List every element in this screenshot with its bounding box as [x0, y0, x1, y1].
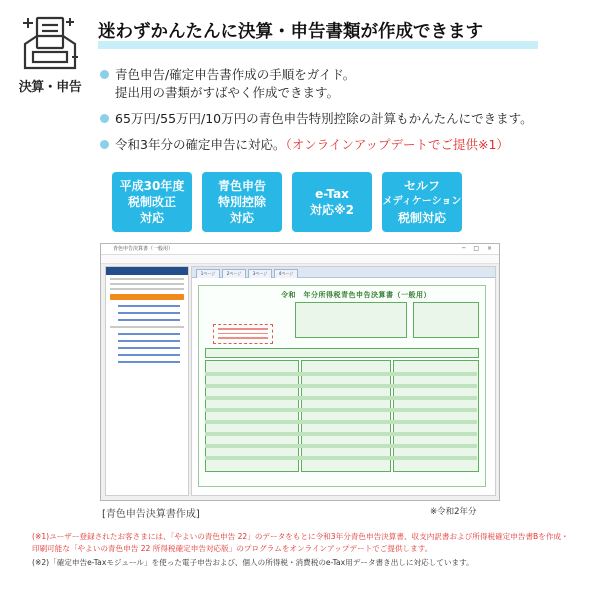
badge-etax: [292, 172, 372, 232]
footnotes: [32, 531, 572, 571]
page-title: 迷わずかんたんに決算・申告書類が作成できます: [98, 22, 483, 42]
window-title: 青色申告決算書（一般用）: [113, 246, 174, 252]
bullet-text: 令和3年分の確定申告に対応。: [115, 137, 286, 152]
badge-line: 税制対応: [397, 211, 446, 225]
screenshot-note: ※令和2年分: [430, 507, 477, 517]
badge-line: 対応: [139, 211, 164, 225]
badge-blue-return: [202, 172, 282, 232]
window-controls-icon: ─ □ ×: [461, 245, 495, 252]
screenshot-caption: [青色申告決算書作成]: [102, 509, 200, 520]
window-titlebar: [101, 244, 499, 255]
form-note-box: [213, 324, 273, 344]
form-address-box: [295, 302, 407, 338]
badge-line: 税制改正: [127, 195, 176, 209]
badge-line: e-Tax: [315, 187, 349, 201]
badge-line: 対応※2: [309, 203, 355, 217]
form-pane: [191, 266, 496, 496]
bullet-dot-icon: [100, 140, 109, 149]
guide-pane-header: [106, 267, 188, 275]
bullet-text: 青色申告/確定申告書作成の手順をガイド。: [115, 67, 356, 82]
footnote-1: (※1)ユーザー登録されたお客さまには、「やよいの青色申告 22」のデータをもとに令和3年分青色申告決算書、収支内訳書および所得税確定申告書Bを作成・印刷可能な「やよいの青色申告 22 所得税確定申告対応版」のプログラムをオンラインアップデートでご提供します。: [32, 532, 569, 553]
badge-line: セルフ: [403, 179, 440, 193]
badge-self-medication: [382, 172, 462, 232]
tax-form-preview: [198, 285, 486, 487]
list-item: [100, 66, 595, 102]
guide-step-highlight: [110, 294, 184, 300]
tab-page-2[interactable]: 2ページ: [222, 269, 246, 278]
guide-pane: [105, 266, 189, 496]
app-screenshot: [100, 243, 500, 501]
tab-page-1[interactable]: 1ページ: [196, 269, 220, 278]
tab-page-4[interactable]: 4ページ: [274, 269, 298, 278]
badge-line: 平成30年度: [119, 179, 185, 193]
badge-line: 対応: [229, 211, 254, 225]
tab-page-3[interactable]: 3ページ: [248, 269, 272, 278]
category-badge: [14, 14, 86, 95]
list-item: [100, 136, 595, 154]
form-name-box: [413, 302, 479, 338]
badge-tax-reform: [112, 172, 192, 232]
window-menubar: [101, 255, 499, 264]
footnote-2: (※2)「確定申告e-Taxモジュール」を使った電子申告および、個人の所得税・消費税のe-Tax用データ書き出しに対応しています。: [32, 558, 474, 567]
list-item: [100, 110, 595, 128]
bullet-dot-icon: [100, 70, 109, 79]
category-label: 決算・申告: [18, 80, 82, 95]
form-title: 令和 年分所得税青色申告決算書（一般用）: [281, 291, 431, 299]
badge-line: メディケーション: [382, 196, 462, 207]
page-tabs: [192, 267, 495, 278]
bullet-text: 提出用の書類がすばやく作成できます。: [115, 85, 340, 100]
document-folder-icon: [19, 14, 81, 72]
badge-line: 特別控除: [217, 195, 266, 209]
bullet-dot-icon: [100, 114, 109, 123]
form-header-row: [205, 348, 479, 358]
feature-badges: [112, 172, 462, 232]
bullet-text: 65万円/55万円/10万円の青色申告特別控除の計算もかんたんにできます。: [115, 111, 533, 126]
badge-line: 青色申告: [217, 179, 266, 193]
bullet-highlight: （オンラインアップデートでご提供※1）: [285, 137, 509, 152]
feature-list: [100, 66, 595, 162]
